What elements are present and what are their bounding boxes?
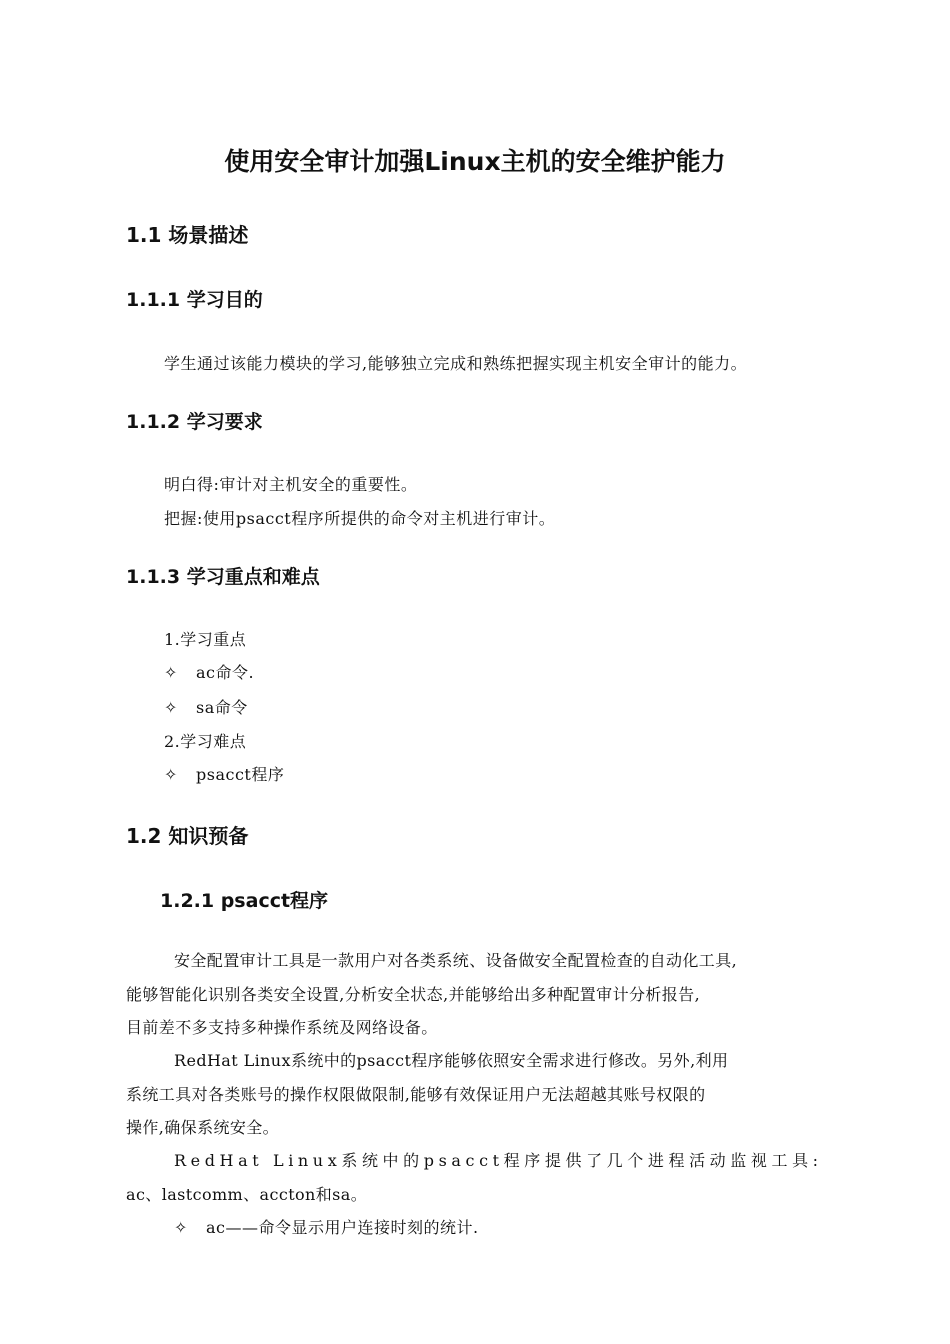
heading-1-1-3: 1.1.3 学习重点和难点 [126,566,320,588]
diamond-star-icon: ✧ [164,663,178,682]
paragraph-line: RedHat Linux系统中的psacct程序提供了几个进程活动监视工具: [174,1151,823,1170]
requirement-item: 明白得:审计对主机安全的重要性。 [164,475,418,494]
heading-1-1: 1.1 场景描述 [126,223,249,247]
diamond-star-icon: ✧ [164,765,178,784]
heading-1-1-1: 1.1.1 学习目的 [126,289,263,311]
requirement-item: 把握:使用psacct程序所提供的命令对主机进行审计。 [164,509,556,528]
difficulties-label: 2.学习难点 [164,732,247,751]
list-item [174,1215,479,1238]
paragraph-line: 安全配置审计工具是一款用户对各类系统、设备做安全配置检查的自动化工具, [174,951,738,970]
list-item-text: ac命令. [196,663,255,682]
page-title: 使用安全审计加强Linux主机的安全维护能力 [224,147,726,176]
diamond-star-icon: ✧ [164,698,178,717]
heading-1-1-2: 1.1.2 学习要求 [126,411,263,433]
list-item [164,762,284,785]
paragraph-psacct [126,1044,832,1145]
paragraph-intro [126,944,832,1045]
paragraph-line: ac、lastcomm、accton和sa。 [126,1184,368,1204]
key-points-label: 1.学习重点 [164,630,247,649]
heading-1-2: 1.2 知识预备 [126,824,249,848]
paragraph-line: RedHat Linux系统中的psacct程序能够依照安全需求进行修改。另外,利用 [174,1051,729,1070]
list-item [164,660,254,683]
heading-1-2-1: 1.2.1 psacct程序 [160,890,329,912]
paragraph-line: 能够智能化识别各类安全设置,分析安全状态,并能够给出多种配置审计分析报告, [126,984,701,1004]
diamond-star-icon: ✧ [174,1218,188,1237]
paragraph-tools [126,1144,832,1211]
list-item-text: sa命令 [196,698,248,717]
paragraph-line: 系统工具对各类账号的操作权限做限制,能够有效保证用户无法超越其账号权限的 [126,1084,706,1104]
learning-purpose-text: 学生通过该能力模块的学习,能够独立完成和熟练把握实现主机安全审计的能力。 [164,354,748,373]
list-item-text: psacct程序 [196,765,285,784]
list-item [164,695,248,718]
paragraph-line: 操作,确保系统安全。 [126,1118,280,1137]
list-item-text: ac——命令显示用户连接时刻的统计. [206,1218,479,1237]
paragraph-line: 目前差不多支持多种操作系统及网络设备。 [126,1018,438,1037]
